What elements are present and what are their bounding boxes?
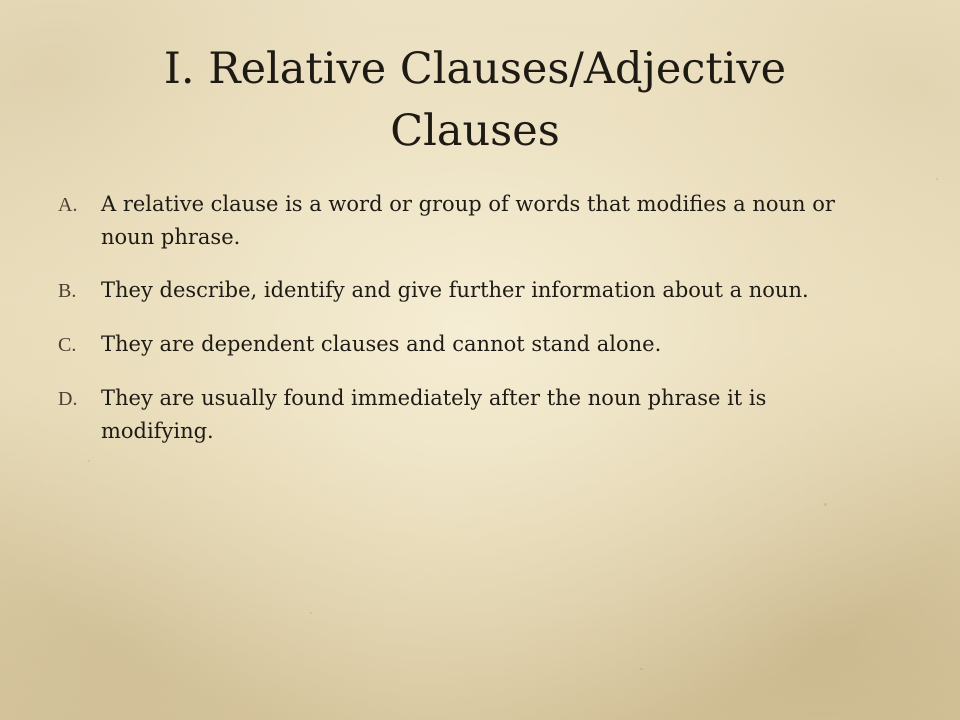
slide-title: I. Relative Clauses/Adjective Clauses (163, 44, 787, 156)
bullet-item (58, 382, 878, 448)
bullet-list (58, 188, 878, 468)
bullet-marker: D. (58, 388, 78, 410)
bullet-item (58, 328, 878, 362)
bullet-text: They describe, identify and give further information about a noun. (101, 278, 809, 302)
bullet-marker: A. (58, 194, 78, 216)
bullet-item (58, 274, 878, 308)
bullet-item (58, 188, 878, 254)
bullet-text: A relative clause is a word or group of words that modifies a noun or noun phrase. (101, 192, 835, 249)
bullet-text: They are dependent clauses and cannot stand alone. (101, 332, 662, 356)
paper-speck (824, 503, 827, 506)
bullet-marker: C. (58, 334, 77, 356)
paper-speck (310, 612, 312, 614)
bullet-text: They are usually found immediately after the noun phrase it is modifying. (101, 386, 767, 443)
paper-speck (640, 668, 643, 670)
paper-speck (936, 178, 938, 180)
bullet-marker: B. (58, 280, 77, 302)
